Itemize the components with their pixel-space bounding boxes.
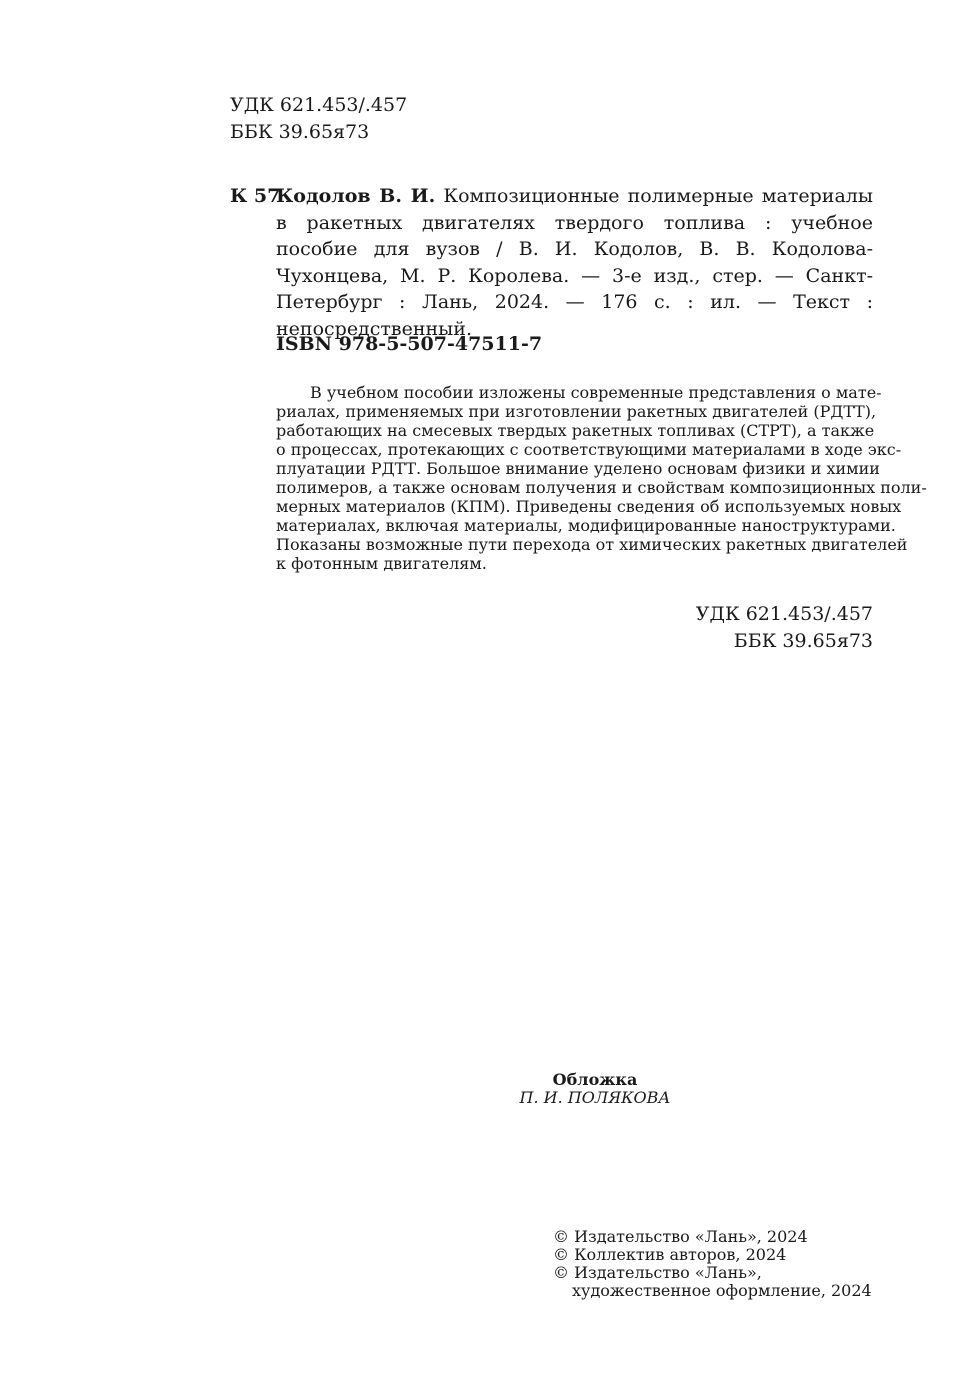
- udk-code: УДК 621.453/.457: [230, 94, 408, 116]
- author-name: Кодолов В. И.: [276, 185, 436, 207]
- bbk-code: ББК 39.65я73: [733, 630, 873, 652]
- cover-credit: [440, 1071, 750, 1107]
- cover-designer-name: П. И. ПОЛЯКОВА: [519, 1088, 671, 1107]
- abstract-line: риалах, применяемых при изготовлении ракетных двигателей (РДТТ),: [276, 402, 877, 421]
- abstract-line: полимеров, а также основам получения и свойствам композиционных поли-: [276, 478, 927, 497]
- abstract-line: мерных материалов (КПМ). Приведены сведения об используемых новых: [276, 497, 902, 516]
- abstract-line: Показаны возможные пути перехода от химических ракетных двигателей: [276, 535, 908, 554]
- copyright-line: © Издательство «Лань»,: [553, 1263, 762, 1282]
- catalog-index: К 57: [230, 185, 281, 207]
- cover-credit-label: Обложка: [552, 1070, 638, 1089]
- bibliographic-record: [276, 183, 873, 342]
- top-classification-codes: [230, 92, 407, 146]
- copyright-line: художественное оформление, 2024: [572, 1281, 872, 1300]
- abstract-line: к фотонным двигателям.: [276, 554, 487, 573]
- bbk-code: ББК 39.65я73: [230, 121, 370, 143]
- isbn: ISBN 978-5-507-47511-7: [276, 333, 543, 355]
- copyright-line: © Коллектив авторов, 2024: [553, 1245, 787, 1264]
- bibliographic-description: Композиционные полимерные материалы в ракетных двигателях твердого топлива : учебное пособие для вузов / В. И. Кодолов, В. В. Кодолова-Чухонцева, М. Р. Королева. — 3-е изд., стер. — Санкт-Петербург : Лань, 2024. — 176 с. : ил. — Текст : непосредственный.: [276, 185, 873, 340]
- abstract-line: материалах, включая материалы, модифицированные наноструктурами.: [276, 516, 896, 535]
- udk-code: УДК 621.453/.457: [695, 603, 873, 625]
- abstract-line: В учебном пособии изложены современные представления о мате-: [310, 383, 882, 402]
- abstract-line: о процессах, протекающих с соответствующими материалами в ходе экс-: [276, 440, 902, 459]
- abstract: [276, 383, 927, 573]
- abstract-line: плуатации РДТТ. Большое внимание уделено основам физики и химии: [276, 459, 880, 478]
- abstract-line: работающих на смесевых твердых ракетных топливах (СТРТ), а также: [276, 421, 875, 440]
- copyright-notice: [553, 1228, 872, 1300]
- bottom-classification-codes: [696, 601, 873, 655]
- copyright-line: © Издательство «Лань», 2024: [553, 1227, 808, 1246]
